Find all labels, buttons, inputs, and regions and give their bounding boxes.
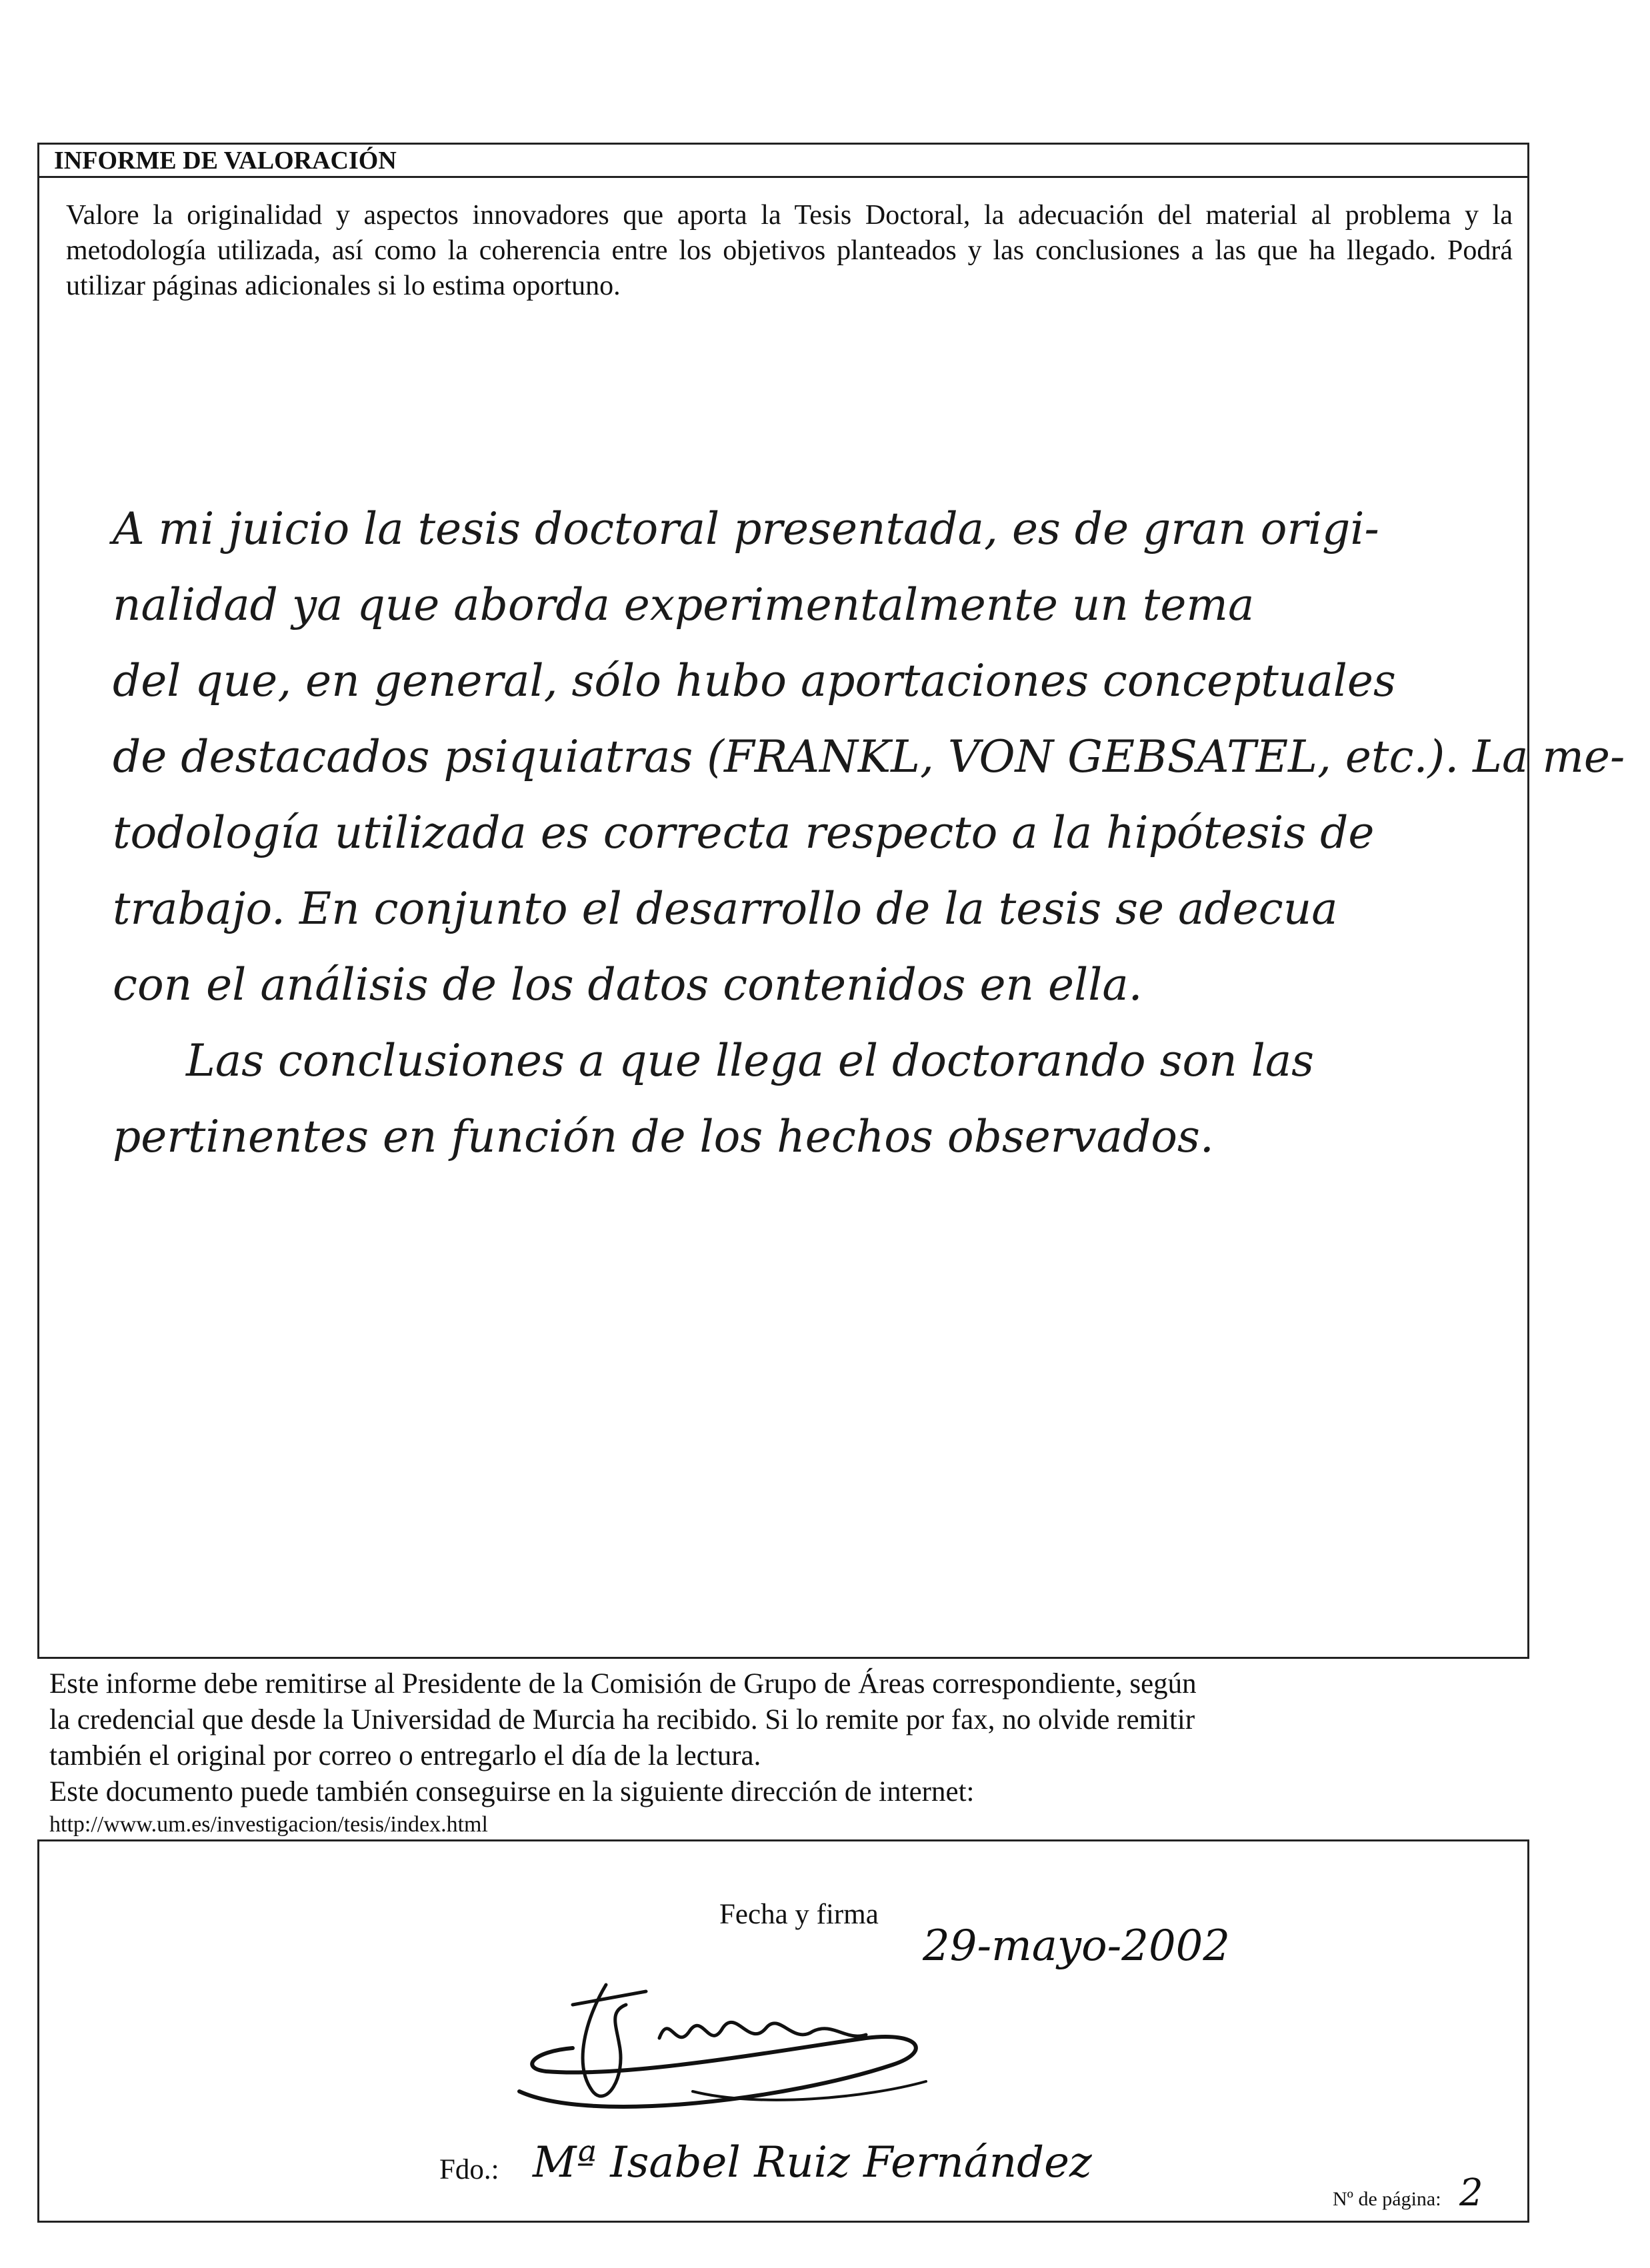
handwritten-line: todología utilizada es correcta respecto a la hipótesis de xyxy=(113,807,1375,858)
note-line: Este documento puede también conseguirse en la siguiente dirección de internet: xyxy=(49,1776,975,1807)
handwritten-line: trabajo. En conjunto el desarrollo de la tesis se adecua xyxy=(113,883,1338,934)
handwritten-line: Las conclusiones a que llega el doctorando son las xyxy=(186,1035,1315,1086)
handwritten-signer-name: Mª Isabel Ruiz Fernández xyxy=(533,2138,1092,2187)
handwritten-date: 29-mayo-2002 xyxy=(923,1921,1231,1971)
handwritten-line: de destacados psiquiatras (FRANKL, VON GEBSATEL, etc.). La me- xyxy=(113,731,1625,782)
page-number-label: Nº de página: xyxy=(1333,2188,1441,2210)
note-line: Este informe debe remitirse al Presidente de la Comisión de Grupo de Áreas correspondiente, según xyxy=(49,1668,1197,1700)
handwritten-evaluation xyxy=(113,491,1625,1175)
handwritten-line: pertinentes en función de los hechos observados. xyxy=(113,1111,1214,1162)
submission-note xyxy=(49,1666,1516,1839)
valuation-report-box xyxy=(37,143,1625,1659)
page-number: 2 xyxy=(1459,2171,1483,2215)
note-line: la credencial que desde la Universidad de Murcia ha recibido. Si lo remite por fax, no olvide remitir xyxy=(49,1704,1195,1735)
handwritten-line: con el análisis de los datos contenidos en ella. xyxy=(113,959,1143,1010)
handwritten-line: del que, en general, sólo hubo aportaciones conceptuales xyxy=(113,655,1396,706)
signed-by-label: Fdo.: xyxy=(439,2154,499,2185)
handwritten-line: A mi juicio la tesis doctoral presentada, es de gran origi- xyxy=(113,503,1379,555)
handwritten-line: nalidad ya que aborda experimentalmente un tema xyxy=(113,579,1255,630)
signature-scribble xyxy=(493,1965,959,2125)
note-line: también el original por correo o entregarlo el día de la lectura. xyxy=(49,1740,761,1771)
date-signature-label: Fecha y firma xyxy=(719,1899,879,1930)
report-instructions: Valore la originalidad y aspectos innovadores que aporta la Tesis Doctoral, la adecuación del material al problema y la metodología utilizada, así como la coherencia entre los objetivos planteados y las conclusiones a las que ha llegado. Podrá utilizar páginas adicionales si lo estima oportuno. xyxy=(66,200,1513,301)
signature-box xyxy=(37,1839,1529,2223)
document-url: http://www.um.es/investigacion/tesis/index.html xyxy=(49,1812,488,1837)
report-title: INFORME DE VALORACIÓN xyxy=(39,145,1527,178)
